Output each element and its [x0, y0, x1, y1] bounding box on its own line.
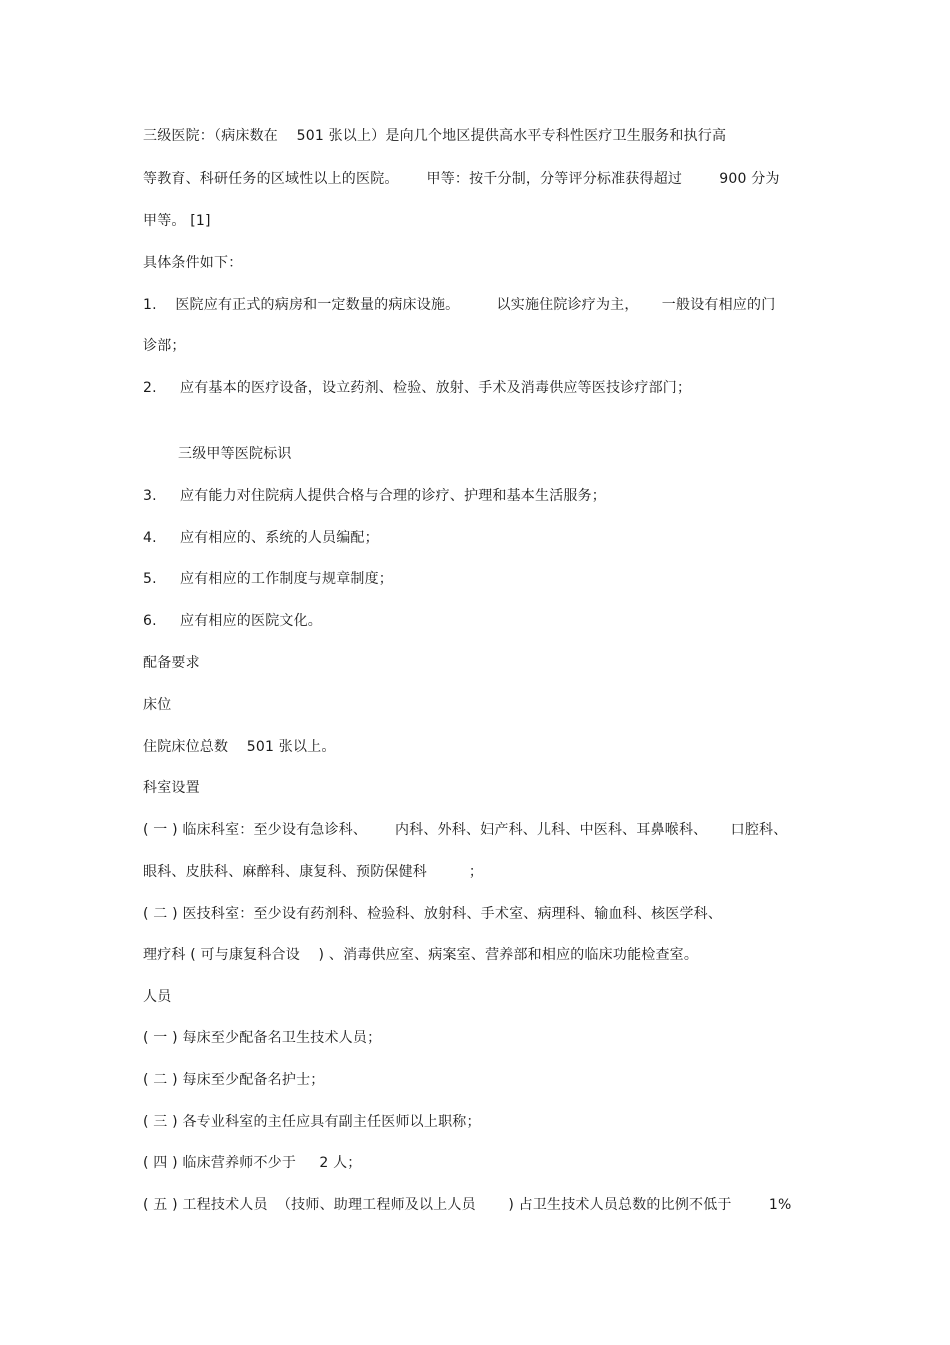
text-line-beds-heading: 床位 — [143, 697, 172, 713]
text-line-condition-4: 4. 应有相应的、系统的人员编配； — [143, 530, 379, 546]
text-line-condition-3: 3. 应有能力对住院病人提供合格与合理的诊疗、护理和基本生活服务； — [143, 488, 607, 504]
text-line-staff-3: ( 三 ) 各专业科室的主任应具有副主任医师以上职称； — [143, 1114, 481, 1130]
text-line-staff-5: ( 五 ) 工程技术人员 （技师、助理工程师及以上人员 ) 占卫生技术人员总数的比例不低于 1% — [143, 1197, 792, 1213]
text-line-condition-5: 5. 应有相应的工作制度与规章制度； — [143, 571, 394, 587]
text-line-hospital-definition-cont: 等教育、科研任务的区域性以上的医院。 甲等：按千分制，分等评分标准获得超过 900 分为 — [143, 171, 780, 187]
text-line-condition-1-cont: 诊部； — [143, 338, 186, 354]
text-line-medtech-departments-cont: 理疗科 ( 可与康复科合设 ) 、消毒供应室、病案室、营养部和相应的临床功能检查室。 — [143, 947, 699, 963]
text-line-staff-4: ( 四 ) 临床营养师不少于 2 人； — [143, 1155, 362, 1171]
text-line-staff-heading: 人员 — [143, 989, 172, 1005]
text-line-condition-1: 1. 医院应有正式的病房和一定数量的病床设施。 以实施住院诊疗为主， 一般设有相应的门 — [143, 297, 776, 313]
text-line-grade-a: 甲等。 [1] — [143, 213, 211, 229]
text-line-medtech-departments: ( 二 ) 医技科室：至少设有药剂科、检验科、放射科、手术室、病理科、输血科、核医学科、 — [143, 906, 723, 922]
text-line-requirements-heading: 配备要求 — [143, 655, 200, 671]
text-line-clinical-departments-cont: 眼科、皮肤科、麻醉科、康复科、预防保健科 ； — [143, 864, 484, 880]
text-line-clinical-departments: ( 一 ) 临床科室：至少设有急诊科、 内科、外科、妇产科、儿科、中医科、耳鼻喉科、 口腔科、 — [143, 822, 788, 838]
text-line-staff-1: ( 一 ) 每床至少配备名卫生技术人员； — [143, 1030, 382, 1046]
text-line-departments-heading: 科室设置 — [143, 780, 200, 796]
text-line-logo-caption: 三级甲等医院标识 — [178, 446, 292, 462]
text-line-condition-6: 6. 应有相应的医院文化。 — [143, 613, 323, 629]
text-line-hospital-definition: 三级医院：（病床数在 501 张以上）是向几个地区提供高水平专科性医疗卫生服务和执行高 — [143, 128, 727, 144]
text-line-conditions-heading: 具体条件如下： — [143, 255, 243, 271]
text-line-beds-total: 住院床位总数 501 张以上。 — [143, 739, 336, 755]
text-line-condition-2: 2. 应有基本的医疗设备，设立药剂、检验、放射、手术及消毒供应等医技诊疗部门； — [143, 380, 692, 396]
text-line-staff-2: ( 二 ) 每床至少配备名护士； — [143, 1072, 325, 1088]
